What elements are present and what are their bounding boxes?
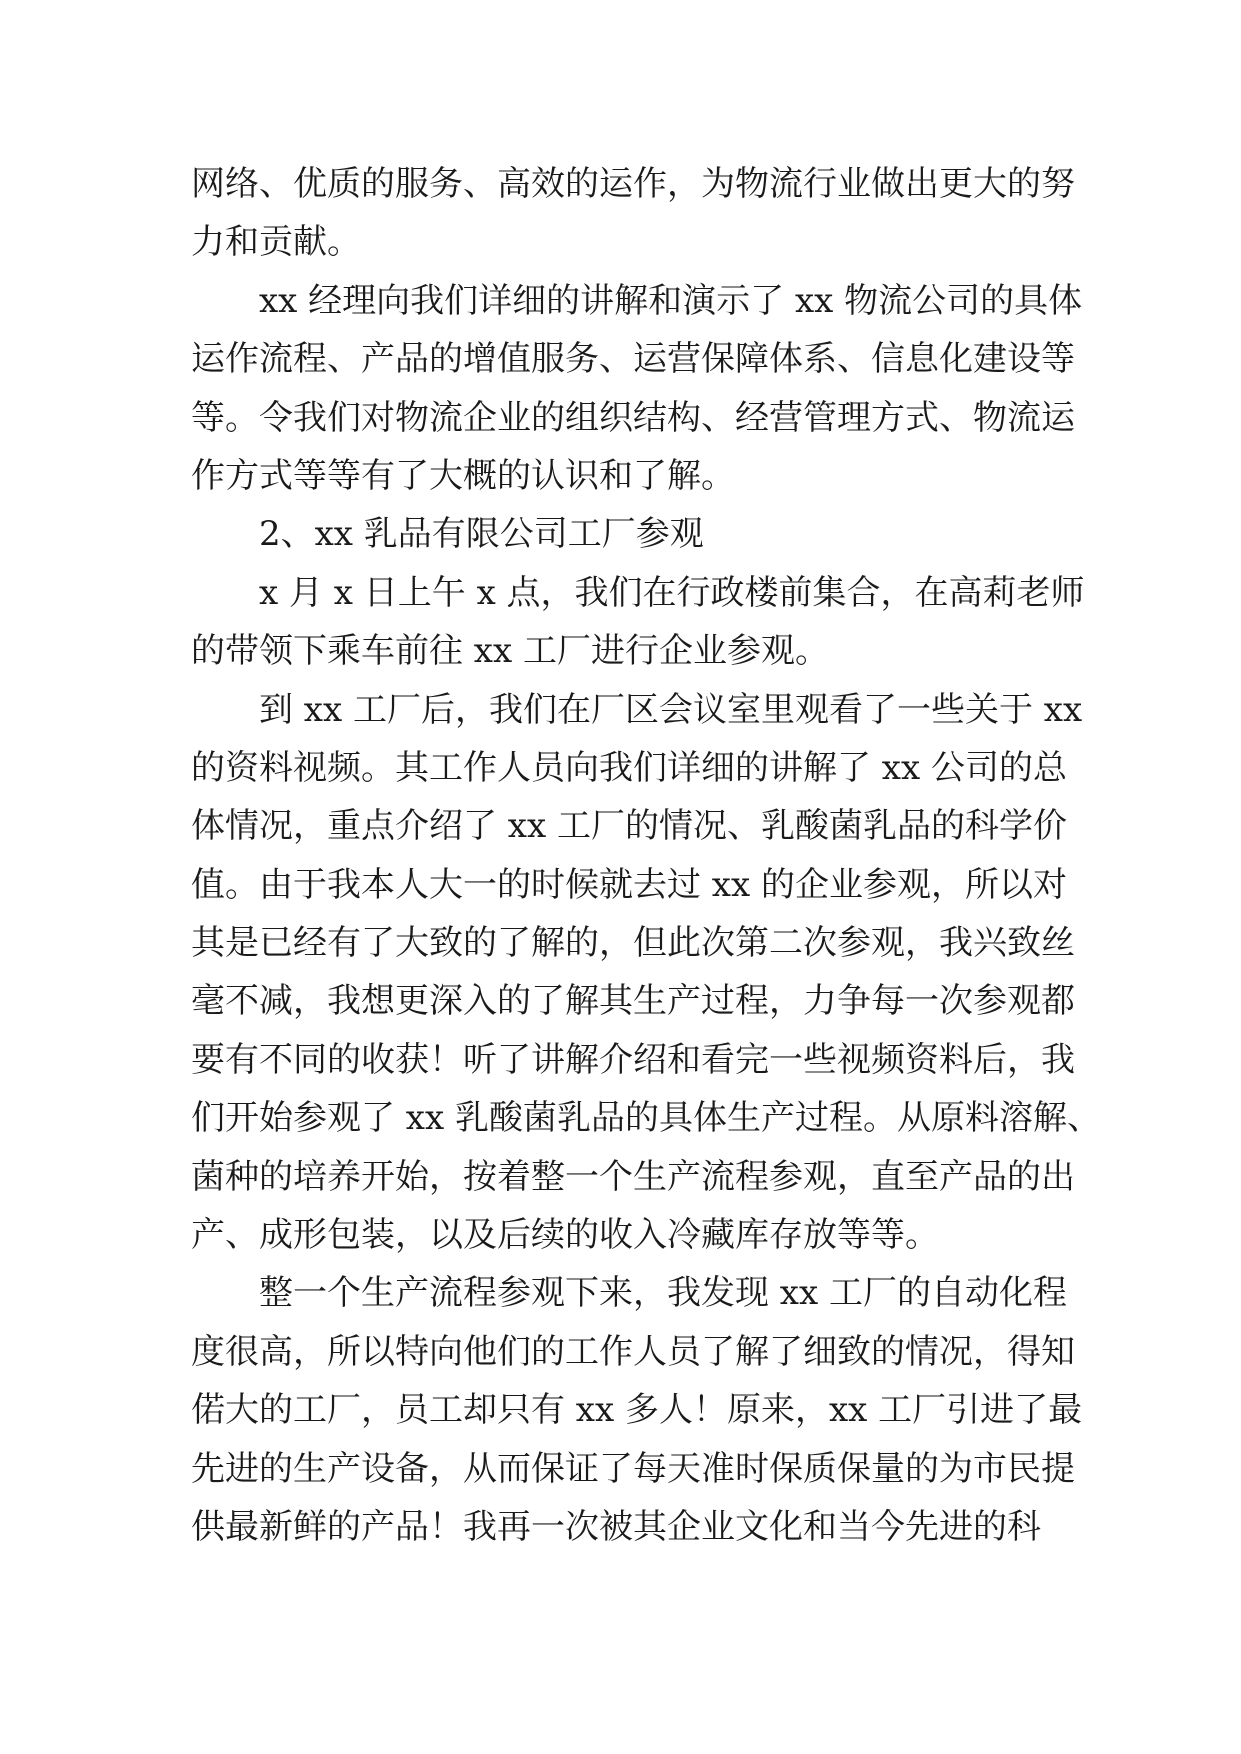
text-line: 值。由于我本人大一的时候就去过 xx 的企业参观，所以对: [191, 864, 1067, 905]
text-line: 等。令我们对物流企业的组织结构、经营管理方式、物流运: [191, 397, 1075, 438]
text-line: 力和贡献。: [191, 222, 361, 263]
text-line: 毫不减，我想更深入的了解其生产过程，力争每一次参观都: [191, 981, 1075, 1022]
text-line: 的资料视频。其工作人员向我们详细的讲解了 xx 公司的总: [191, 747, 1067, 788]
text-line: 们开始参观了 xx 乳酸菌乳品的具体生产过程。从原料溶解、: [191, 1098, 1101, 1139]
text-line: 先进的生产设备，从而保证了每天准时保质保量的为市民提: [191, 1448, 1075, 1489]
text-line: 2、xx 乳品有限公司工厂参观: [259, 514, 704, 555]
document-body: [191, 155, 1101, 1556]
text-line: 菌种的培养开始，按着整一个生产流程参观，直至产品的出: [191, 1156, 1075, 1197]
text-line: 度很高，所以特向他们的工作人员了解了细致的情况，得知: [191, 1331, 1075, 1372]
text-line: xx 经理向我们详细的讲解和演示了 xx 物流公司的具体: [259, 280, 1083, 321]
text-line: 要有不同的收获！听了讲解介绍和看完一些视频资料后，我: [191, 1039, 1075, 1080]
text-line: x 月 x 日上午 x 点，我们在行政楼前集合，在高莉老师: [259, 572, 1085, 613]
text-line: 偌大的工厂，员工却只有 xx 多人！原来，xx 工厂引进了最: [191, 1390, 1083, 1431]
text-line: 作方式等等有了大概的认识和了解。: [191, 455, 735, 496]
text-line: 供最新鲜的产品！我再一次被其企业文化和当今先进的科: [191, 1506, 1041, 1547]
text-line: 运作流程、产品的增值服务、运营保障体系、信息化建设等: [191, 339, 1075, 380]
text-line: 网络、优质的服务、高效的运作，为物流行业做出更大的努: [191, 164, 1075, 204]
text-line: 到 xx 工厂后，我们在厂区会议室里观看了一些关于 xx: [259, 689, 1083, 730]
text-line: 其是已经有了大致的了解的，但此次第二次参观，我兴致丝: [191, 923, 1075, 964]
text-line: 产、成形包装，以及后续的收入冷藏库存放等等。: [191, 1215, 939, 1256]
text-line: 体情况，重点介绍了 xx 工厂的情况、乳酸菌乳品的科学价: [191, 806, 1067, 847]
text-line: 整一个生产流程参观下来，我发现 xx 工厂的自动化程: [259, 1273, 1067, 1314]
text-line: 的带领下乘车前往 xx 工厂进行企业参观。: [191, 631, 829, 672]
